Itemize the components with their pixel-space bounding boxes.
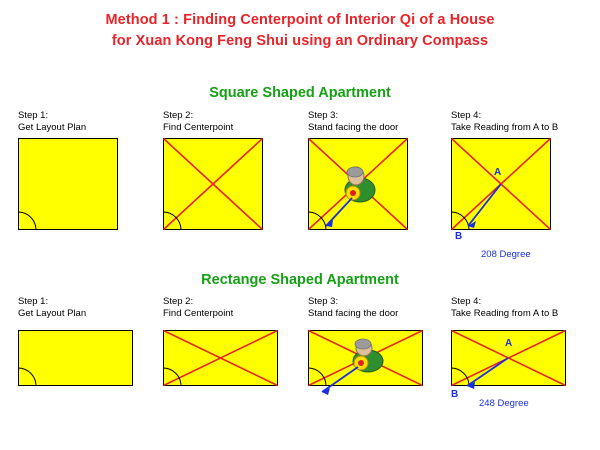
rect-step4-desc: Take Reading from A to B xyxy=(451,308,559,319)
page-title-line1: Method 1 : Finding Centerpoint of Interior Qi of a House xyxy=(105,12,495,28)
rect-step4-num: Step 4: xyxy=(451,296,482,307)
square-step3-desc: Stand facing the door xyxy=(308,122,399,133)
square-step4-desc: Take Reading from A to B xyxy=(451,122,559,133)
square-step1-num: Step 1: xyxy=(18,110,49,121)
square-step4-num: Step 4: xyxy=(451,110,482,121)
rect-point-b-label: B xyxy=(451,389,459,400)
section-heading-square: Square Shaped Apartment xyxy=(209,85,391,101)
rect-reading: 248 Degree xyxy=(479,398,529,409)
page-title-line2: for Xuan Kong Feng Shui using an Ordinary Compass xyxy=(111,33,489,49)
rect-step1-desc: Get Layout Plan xyxy=(18,308,87,319)
rect-point-a-label: A xyxy=(505,338,513,349)
square-reading: 208 Degree xyxy=(481,249,531,260)
square-figure-step2 xyxy=(163,138,263,230)
rect-step3-num: Step 3: xyxy=(308,296,339,307)
rect-figure-step3 xyxy=(308,330,423,386)
rect-step2-num: Step 2: xyxy=(163,296,194,307)
square-point-b-label: B xyxy=(455,231,463,242)
rect-step3-desc: Stand facing the door xyxy=(308,308,399,319)
square-figure-step3 xyxy=(308,138,408,230)
rect-step2-desc: Find Centerpoint xyxy=(163,308,234,319)
square-step2-num: Step 2: xyxy=(163,110,194,121)
square-figure-step1 xyxy=(18,138,118,230)
square-figure-step4 xyxy=(451,138,551,230)
rect-step1-num: Step 1: xyxy=(18,296,49,307)
section-heading-rectangle: Rectange Shaped Apartment xyxy=(201,272,399,288)
square-step3-num: Step 3: xyxy=(308,110,339,121)
square-point-a-label: A xyxy=(494,167,502,178)
square-step1-desc: Get Layout Plan xyxy=(18,122,87,133)
rect-figure-step2 xyxy=(163,330,278,386)
rect-figure-step1 xyxy=(18,330,133,386)
square-step2-desc: Find Centerpoint xyxy=(163,122,234,133)
